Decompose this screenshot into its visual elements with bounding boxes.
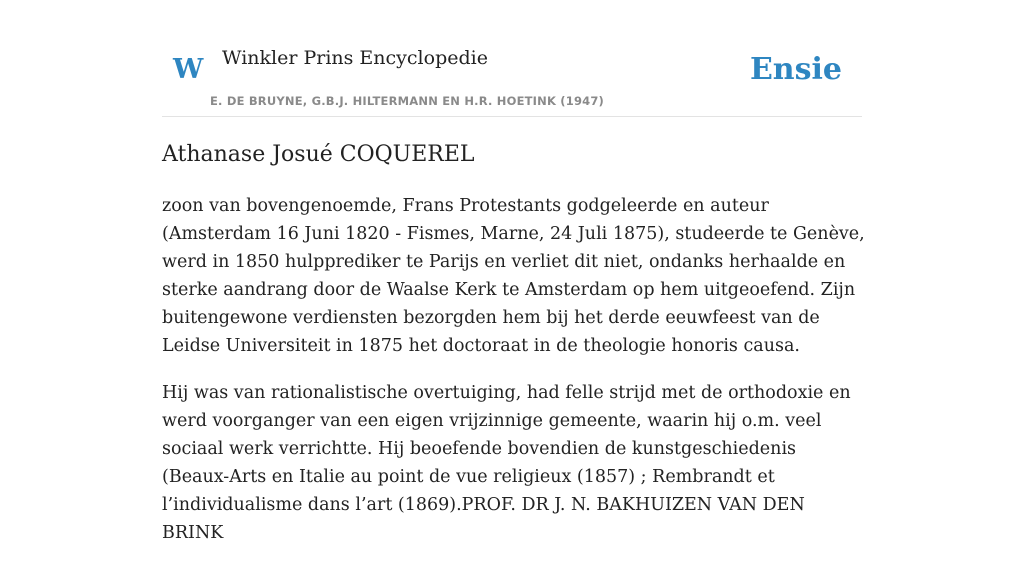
source-title[interactable]: Winkler Prins Encyclopedie	[222, 47, 488, 69]
article-paragraph: zoon van bovengenoemde, Frans Protestants godgeleerde en auteur (Amsterdam 16 Juni 1820 - Fismes, Marne, 24 Juli 1875), studeerde te Genève, werd in 1850 hulpprediker te Parijs en verliet dit niet, ondanks herhaalde en sterke aandrang door de Waalse Kerk te Amsterdam op hem uitgeoefend. Zijn buitengewone verdiensten bezorgden hem bij het derde eeuwfeest van de Leidse Universiteit in 1875 het doctoraat in de theologie honoris causa.	[162, 196, 865, 356]
ensie-logo[interactable]: Ensie	[749, 52, 842, 87]
article-paragraph: Hij was van rationalistische overtuiging, had felle strijd met de orthodoxie en werd voorganger van een eigen vrijzinnige gemeente, waarin hij o.m. veel sociaal werk verrichtte. Hij beoefende bovendien de kunstgeschiedenis (Beaux-Arts en Italie au point de vue religieux (1857) ; Rembrandt et l’individualisme dans l’art (1869).PROF. DR J. N. BAKHUIZEN VAN DEN BRINK	[162, 383, 851, 543]
site-header	[162, 0, 862, 117]
article-title: Athanase Josué COQUEREL	[162, 142, 475, 167]
source-authors: E. DE BRUYNE, G.B.J. HILTERMANN EN H.R. HOETINK (1947)	[210, 94, 605, 108]
article-body	[162, 192, 866, 566]
winkler-prins-logo[interactable]: W	[173, 54, 204, 85]
